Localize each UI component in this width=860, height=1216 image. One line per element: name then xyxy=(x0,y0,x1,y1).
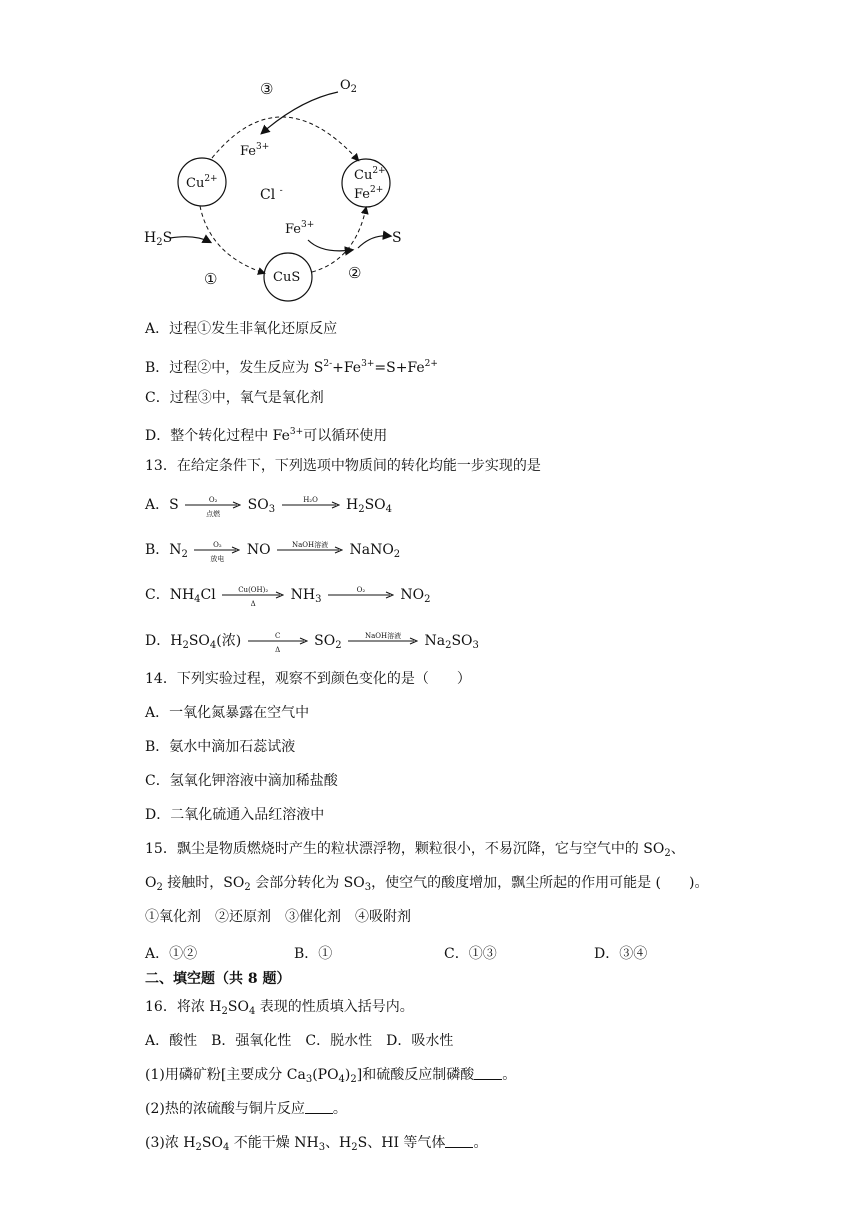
q13-option-d: D．$H_2SO_4$(浓) C Δ $SO_2$ NaOH溶液 $Na_2SO_3$ xyxy=(145,632,479,654)
section-heading: 二、填空题（共 8 题） xyxy=(145,971,291,987)
s-arrow xyxy=(358,236,390,248)
reaction-arrow: Cu(OH)₂ Δ xyxy=(222,591,284,599)
reaction-arrow: H₂O xyxy=(282,501,340,509)
dashed-arc-right xyxy=(312,208,366,272)
q16-part3: (3)浓 $H_2SO_4$ 不能干燥 $NH_3$、$H_2S$、HI 等气体 。 xyxy=(145,1135,488,1153)
label-cu2: $Cu^{2+}$ xyxy=(186,174,218,191)
label-o2: $O_2$ xyxy=(340,78,358,95)
q16-choices: A．酸性 B．强氧化性 C．脱水性 D．吸水性 xyxy=(145,1033,454,1049)
label-s: S xyxy=(392,230,402,246)
q15-option-c: C．①③ xyxy=(444,946,497,962)
q12-option-a: A．过程①发生非氧化还原反应 xyxy=(145,321,338,337)
label-step3: ③ xyxy=(260,80,274,98)
q16-part2: (2)热的浓硫酸与铜片反应 。 xyxy=(145,1101,347,1117)
reaction-arrow: O₂ 点燃 xyxy=(185,501,241,509)
q13-stem: 13．在给定条件下，下列选项中物质间的转化均能一步实现的是 xyxy=(145,458,541,474)
fe3-arrow xyxy=(308,240,352,251)
label-cu-fe: $Cu^{2+}$ $Fe^{2+}$ xyxy=(354,166,386,202)
q12-option-c: C．过程③中，氧气是氧化剂 xyxy=(145,390,324,406)
q13-option-c: C．$NH_4Cl$ Cu(OH)₂ Δ $NH_3$ O₂ $NO_2$ xyxy=(145,586,431,608)
q15-option-a: A．①② xyxy=(145,946,198,962)
q12-option-d: D．整个转化过程中 $Fe^{3+}$可以循环使用 xyxy=(145,427,388,444)
q15-stem-line1: 15．飘尘是物质燃烧时产生的粒状漂浮物，颗粒很小，不易沉降，它与空气中的 $SO_2$、 xyxy=(145,841,685,859)
q14-stem: 14．下列实验过程，观察不到颜色变化的是（ ） xyxy=(145,671,471,687)
o2-arrow xyxy=(262,92,338,133)
dashed-arc-left xyxy=(200,206,264,273)
label-step2: ② xyxy=(348,264,362,282)
label-cus: CuS xyxy=(273,270,301,285)
reaction-cycle-diagram xyxy=(130,70,430,310)
answer-blank[interactable] xyxy=(305,1101,333,1114)
q14-option-c: C．氢氧化钾溶液中滴加稀盐酸 xyxy=(145,773,338,789)
q15-stem-line2: $O_2$ 接触时，$SO_2$ 会部分转化为 $SO_3$，使空气的酸度增加，飘尘所起的作用可能是 ( )。 xyxy=(145,875,709,893)
q14-option-d: D．二氧化硫通入品红溶液中 xyxy=(145,807,325,823)
q16-stem: 16．将浓 $H_2SO_4$ 表现的性质填入括号内。 xyxy=(145,999,414,1017)
q15-role-options: ①氧化剂 ②还原剂 ③催化剂 ④吸附剂 xyxy=(145,909,411,925)
q12-option-b: B．过程②中，发生反应为 $S^{2-}+Fe^{3+}=S+Fe^{2+}$ xyxy=(145,359,438,376)
dashed-arc-top xyxy=(212,117,358,160)
label-h2s: $H_2S$ xyxy=(144,230,173,248)
q13-option-a: A．S O₂ 点燃 $SO_3$ H₂O $H_2SO_4$ xyxy=(145,496,393,518)
label-step1: ① xyxy=(204,270,218,288)
reaction-arrow: NaOH溶液 xyxy=(277,546,343,554)
answer-blank[interactable] xyxy=(445,1135,473,1148)
reaction-arrow: C Δ xyxy=(248,637,308,645)
q15-option-d: D．③④ xyxy=(594,946,648,962)
q13-option-b: B．$N_2$ O₂ 放电 NO NaOH溶液 NaNO$_2$ xyxy=(145,541,401,563)
q14-option-a: A．一氧化氮暴露在空气中 xyxy=(145,705,310,721)
answer-blank[interactable] xyxy=(474,1067,502,1080)
label-fe3-mid: $Fe^{3+}$ xyxy=(285,220,315,237)
q14-option-b: B．氨水中滴加石蕊试液 xyxy=(145,739,296,755)
reaction-arrow: NaOH溶液 xyxy=(348,637,418,645)
q16-part1: (1)用磷矿粉[主要成分 $Ca_3(PO_4)_2$]和硫酸反应制磷酸 。 xyxy=(145,1067,517,1085)
q15-option-b: B．① xyxy=(294,946,333,962)
reaction-arrow: O₂ 放电 xyxy=(194,546,240,554)
reaction-arrow: O₂ xyxy=(328,591,394,599)
label-cl: Cl - xyxy=(260,186,283,203)
label-fe3-top: $Fe^{3+}$ xyxy=(240,142,270,159)
h2s-arrow xyxy=(170,237,210,242)
